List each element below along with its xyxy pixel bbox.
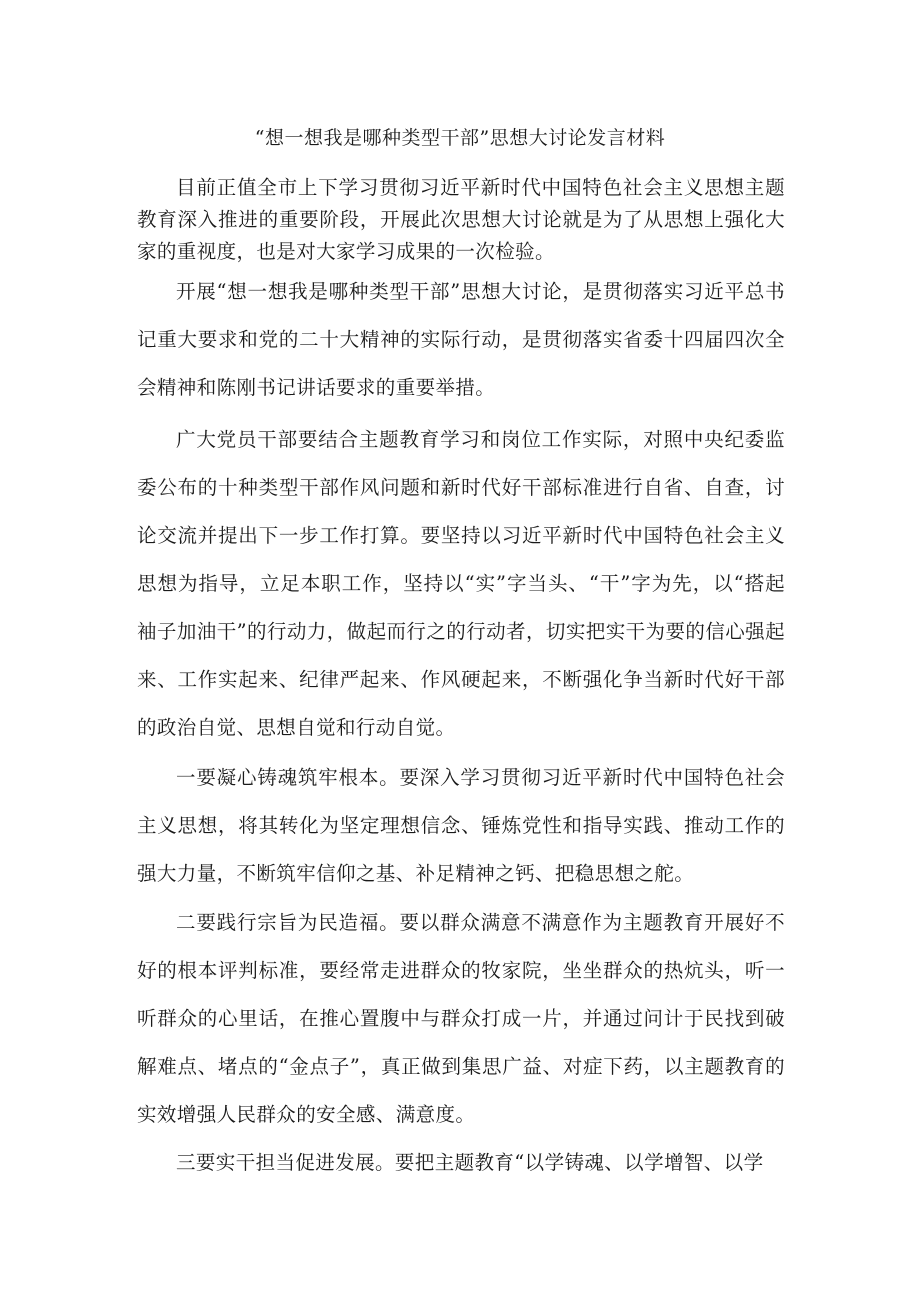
paragraph-point-two: 二要践行宗旨为民造福。要以群众满意不满意作为主题教育开展好不好的根本评判标准，要经常走进群众的牧家院，坐坐群众的热炕头，听一听群众的心里话，在推心置腹中与群众打成一片，并通过问计于民找到破解难点、堵点的“金点子”，真正做到集思广益、对症下药，以主题教育的实效增强人民群众的安全感、满意度。 (137, 911, 785, 1126)
paragraph-intro: 目前正值全市上下学习贯彻习近平新时代中国特色社会主义思想主题教育深入推进的重要阶段，开展此次思想大讨论就是为了从思想上强化大家的重视度，也是对大家学习成果的一次检验。 (137, 176, 785, 263)
paragraph-cadre-requirements: 广大党员干部要结合主题教育学习和岗位工作实际，对照中央纪委监委公布的十种类型干部作风问题和新时代好干部标准进行自省、自查，讨论交流并提出下一步工作打算。要坚持以习近平新时代中国特色社会主义思想为指导，立足本职工作，坚持以“实”字当头、“干”字为先，以“搭起袖子加油干”的行动力，做起而行之的行动者，切实把实干为要的信心强起来、工作实起来、纪律严起来、作风硬起来，不断强化争当新时代好干部的政治自觉、思想自觉和行动自觉。 (137, 428, 785, 739)
document-title: “想一想我是哪种类型干部”思想大讨论发言材料 (254, 127, 666, 149)
paragraph-point-one: 一要凝心铸魂筑牢根本。要深入学习贯彻习近平新时代中国特色社会主义思想，将其转化为坚定理想信念、锤炼党性和指导实践、推动工作的强大力量，不断筑牢信仰之基、补足精神之钙、把稳思想之舵。 (137, 766, 785, 885)
paragraph-point-three: 三要实干担当促进发展。要把主题教育“以学铸魂、以学增智、以学 (176, 1151, 764, 1174)
paragraph-discussion-purpose: 开展“想一想我是哪种类型干部”思想大讨论，是贯彻落实习近平总书记重大要求和党的二十大精神的实际行动，是贯彻落实省委十四届四次全会精神和陈刚书记讲话要求的重要举措。 (137, 280, 785, 399)
